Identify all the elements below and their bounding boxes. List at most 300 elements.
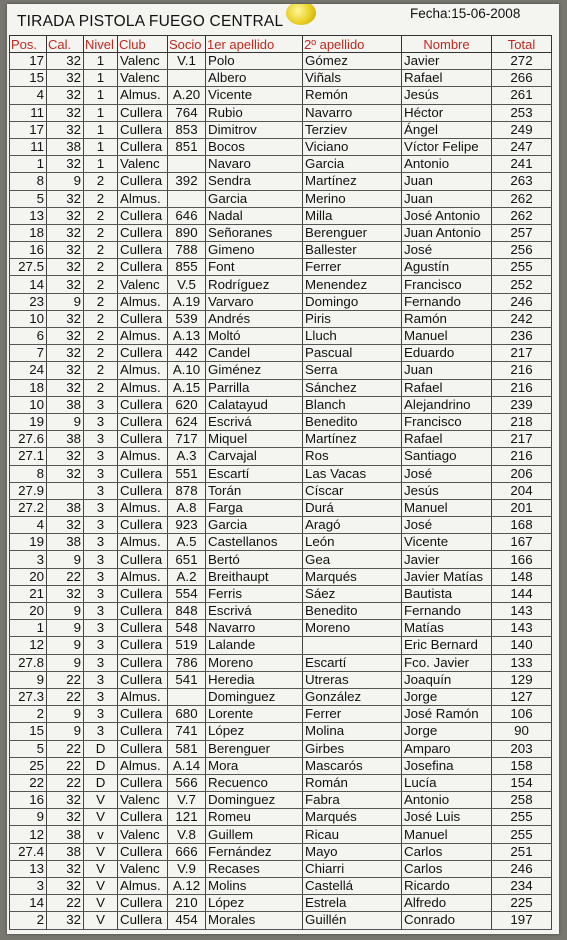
cell-total: 206	[492, 465, 552, 482]
cell-club: Cullera	[118, 465, 168, 482]
cell-nivel: 2	[84, 224, 118, 241]
cell-socio: A.8	[168, 499, 206, 516]
cell-cal: 32	[47, 104, 84, 121]
cell-nombre: Víctor Felipe	[402, 138, 492, 155]
cell-cal: 22	[47, 568, 84, 585]
table-row	[10, 671, 552, 688]
cell-total: 251	[492, 843, 552, 860]
cell-club: Cullera	[118, 843, 168, 860]
cell-total: 148	[492, 568, 552, 585]
cell-apellido2: Guillén	[303, 912, 402, 929]
cell-total: 241	[492, 156, 552, 173]
cell-pos: 6	[10, 328, 47, 345]
cell-total: 236	[492, 328, 552, 345]
table-row	[10, 637, 552, 654]
cell-nombre: Ricardo	[402, 878, 492, 895]
cell-cal: 38	[47, 534, 84, 551]
cell-apellido2: Blanch	[303, 396, 402, 413]
cell-club: Cullera	[118, 224, 168, 241]
cell-nivel: 1	[84, 70, 118, 87]
cell-pos: 27.5	[10, 259, 47, 276]
cell-cal: 32	[47, 517, 84, 534]
cell-nivel: D	[84, 740, 118, 757]
cell-total: 272	[492, 53, 552, 70]
cell-total: 255	[492, 809, 552, 826]
cell-cal: 32	[47, 87, 84, 104]
results-table	[9, 35, 552, 930]
cell-apellido1: Romeu	[206, 809, 303, 826]
cell-cal: 32	[47, 156, 84, 173]
cell-apellido2: Ferrer	[303, 259, 402, 276]
cell-pos: 27.8	[10, 654, 47, 671]
cell-nombre: Agustín	[402, 259, 492, 276]
cell-pos: 5	[10, 190, 47, 207]
cell-total: 255	[492, 826, 552, 843]
cell-pos: 1	[10, 156, 47, 173]
cell-apellido2: León	[303, 534, 402, 551]
cell-total: 204	[492, 482, 552, 499]
cell-pos: 27.2	[10, 499, 47, 516]
cell-nombre: Rafael	[402, 379, 492, 396]
cell-nivel: 1	[84, 121, 118, 138]
cell-club: Cullera	[118, 396, 168, 413]
table-row	[10, 156, 552, 173]
cell-nombre: Javier	[402, 551, 492, 568]
cell-nivel: 3	[84, 499, 118, 516]
cell-total: 90	[492, 723, 552, 740]
cell-socio: A.2	[168, 568, 206, 585]
cell-socio: V.1	[168, 53, 206, 70]
cell-cal: 32	[47, 809, 84, 826]
cell-nombre: Bautista	[402, 585, 492, 602]
cell-nombre: Juan	[402, 173, 492, 190]
cell-apellido1: Recuenco	[206, 774, 303, 791]
table-row	[10, 362, 552, 379]
cell-nivel: V	[84, 860, 118, 877]
cell-total: 262	[492, 190, 552, 207]
table-row	[10, 465, 552, 482]
cell-total: 158	[492, 757, 552, 774]
cell-socio: 890	[168, 224, 206, 241]
cell-club: Cullera	[118, 809, 168, 826]
cell-pos: 16	[10, 242, 47, 259]
cell-nombre: Manuel	[402, 826, 492, 843]
table-row	[10, 912, 552, 929]
cell-apellido1: Lalande	[206, 637, 303, 654]
cell-socio: 566	[168, 774, 206, 791]
cell-nivel: 2	[84, 345, 118, 362]
cell-club: Cullera	[118, 585, 168, 602]
cell-nombre: Eric Bernard	[402, 637, 492, 654]
cell-cal	[47, 482, 84, 499]
table-row	[10, 242, 552, 259]
cell-apellido2: Fabra	[303, 792, 402, 809]
cell-apellido1: Mora	[206, 757, 303, 774]
cell-pos: 18	[10, 379, 47, 396]
cell-pos: 4	[10, 517, 47, 534]
cell-socio: 923	[168, 517, 206, 534]
cell-socio: A.5	[168, 534, 206, 551]
cell-apellido1: Polo	[206, 53, 303, 70]
cell-cal: 9	[47, 637, 84, 654]
cell-total: 239	[492, 396, 552, 413]
cell-pos: 8	[10, 465, 47, 482]
cell-apellido1: Molins	[206, 878, 303, 895]
table-row	[10, 706, 552, 723]
cell-nombre: José	[402, 517, 492, 534]
cell-cal: 32	[47, 328, 84, 345]
table-row	[10, 190, 552, 207]
cell-total: 166	[492, 551, 552, 568]
cell-club: Cullera	[118, 706, 168, 723]
cell-cal: 9	[47, 551, 84, 568]
cell-nivel: 3	[84, 671, 118, 688]
cell-total: 256	[492, 242, 552, 259]
cell-apellido2: Ros	[303, 448, 402, 465]
table-row	[10, 826, 552, 843]
cell-total: 242	[492, 310, 552, 327]
cell-pos: 12	[10, 826, 47, 843]
cell-apellido1: Torán	[206, 482, 303, 499]
cell-cal: 32	[47, 792, 84, 809]
cell-apellido1: Dimitrov	[206, 121, 303, 138]
cell-total: 262	[492, 207, 552, 224]
cell-nivel: 3	[84, 482, 118, 499]
cell-cal: 32	[47, 448, 84, 465]
table-row	[10, 87, 552, 104]
cell-nombre: Juan Antonio	[402, 224, 492, 241]
cell-apellido1: Señoranes	[206, 224, 303, 241]
cell-cal: 38	[47, 431, 84, 448]
cell-socio	[168, 190, 206, 207]
cell-socio: 717	[168, 431, 206, 448]
table-row	[10, 173, 552, 190]
cell-total: 129	[492, 671, 552, 688]
column-header-socio: Socio	[168, 36, 206, 53]
cell-nombre: Juan	[402, 190, 492, 207]
table-row	[10, 121, 552, 138]
cell-total: 201	[492, 499, 552, 516]
cell-club: Almus.	[118, 448, 168, 465]
cell-cal: 22	[47, 688, 84, 705]
cell-total: 249	[492, 121, 552, 138]
table-row	[10, 620, 552, 637]
cell-nombre: Fernando	[402, 603, 492, 620]
cell-nivel: 2	[84, 276, 118, 293]
cell-apellido2: Aragó	[303, 517, 402, 534]
cell-nivel: 3	[84, 448, 118, 465]
table-row	[10, 328, 552, 345]
cell-club: Almus.	[118, 328, 168, 345]
cell-apellido1: Guillem	[206, 826, 303, 843]
cell-nombre: Jorge	[402, 688, 492, 705]
cell-pos: 10	[10, 396, 47, 413]
cell-pos: 23	[10, 293, 47, 310]
cell-pos: 16	[10, 792, 47, 809]
cell-cal: 32	[47, 912, 84, 929]
cell-pos: 20	[10, 603, 47, 620]
cell-nivel: 2	[84, 190, 118, 207]
cell-total: 143	[492, 603, 552, 620]
cell-nivel: 3	[84, 620, 118, 637]
cell-apellido2: Benedito	[303, 603, 402, 620]
cell-cal: 22	[47, 671, 84, 688]
cell-socio: 541	[168, 671, 206, 688]
cell-apellido1: Moltó	[206, 328, 303, 345]
cell-cal: 9	[47, 413, 84, 430]
cell-nivel: 3	[84, 654, 118, 671]
cell-total: 266	[492, 70, 552, 87]
cell-club: Almus.	[118, 362, 168, 379]
cell-total: 216	[492, 362, 552, 379]
cell-cal: 32	[47, 345, 84, 362]
cell-nombre: Alejandrino	[402, 396, 492, 413]
cell-apellido2: Benedito	[303, 413, 402, 430]
cell-nombre: Javier Matías	[402, 568, 492, 585]
table-row	[10, 499, 552, 516]
cell-total: 255	[492, 259, 552, 276]
cell-nombre: Rafael	[402, 70, 492, 87]
cell-apellido2: Viciano	[303, 138, 402, 155]
cell-club: Cullera	[118, 207, 168, 224]
column-header-nombre: Nombre	[402, 36, 492, 53]
table-row	[10, 740, 552, 757]
table-row	[10, 448, 552, 465]
cell-club: Valenc	[118, 156, 168, 173]
table-row	[10, 293, 552, 310]
cell-socio: V.7	[168, 792, 206, 809]
cell-nombre: Carlos	[402, 843, 492, 860]
cell-apellido2: Gómez	[303, 53, 402, 70]
cell-total: 257	[492, 224, 552, 241]
cell-club: Cullera	[118, 774, 168, 791]
cell-socio: 620	[168, 396, 206, 413]
cell-socio: 539	[168, 310, 206, 327]
cell-socio	[168, 688, 206, 705]
cell-club: Cullera	[118, 242, 168, 259]
cell-pos: 17	[10, 121, 47, 138]
table-row	[10, 551, 552, 568]
table-row	[10, 259, 552, 276]
cell-total: 261	[492, 87, 552, 104]
cell-nivel: 2	[84, 207, 118, 224]
cell-pos: 5	[10, 740, 47, 757]
column-header-total: Total	[492, 36, 552, 53]
cell-apellido1: Farga	[206, 499, 303, 516]
cell-nombre: Rafael	[402, 431, 492, 448]
cell-nivel: 3	[84, 603, 118, 620]
cell-cal: 32	[47, 362, 84, 379]
cell-apellido1: Lorente	[206, 706, 303, 723]
cell-nombre: Fco. Javier	[402, 654, 492, 671]
cell-apellido1: Parrilla	[206, 379, 303, 396]
cell-total: 218	[492, 413, 552, 430]
cell-total: 246	[492, 293, 552, 310]
cell-apellido2: Viñals	[303, 70, 402, 87]
cell-apellido1: Escartí	[206, 465, 303, 482]
table-row	[10, 585, 552, 602]
cell-nivel: 3	[84, 413, 118, 430]
cell-socio: 651	[168, 551, 206, 568]
table-row	[10, 878, 552, 895]
cell-club: Cullera	[118, 895, 168, 912]
cell-apellido1: Fernández	[206, 843, 303, 860]
cell-cal: 38	[47, 138, 84, 155]
table-row	[10, 534, 552, 551]
cell-apellido1: Bocos	[206, 138, 303, 155]
cell-apellido1: Sendra	[206, 173, 303, 190]
cell-pos: 13	[10, 207, 47, 224]
cell-nivel: 2	[84, 379, 118, 396]
cell-apellido1: Castellanos	[206, 534, 303, 551]
cell-cal: 38	[47, 826, 84, 843]
cell-apellido2: Marqués	[303, 568, 402, 585]
cell-nivel: D	[84, 757, 118, 774]
cell-club: Cullera	[118, 121, 168, 138]
table-row	[10, 774, 552, 791]
cell-cal: 9	[47, 173, 84, 190]
cell-nivel: 1	[84, 138, 118, 155]
cell-socio: 392	[168, 173, 206, 190]
cell-apellido2: Serra	[303, 362, 402, 379]
table-row	[10, 413, 552, 430]
cell-club: Cullera	[118, 637, 168, 654]
cell-apellido1: Font	[206, 259, 303, 276]
cell-club: Cullera	[118, 551, 168, 568]
table-row	[10, 431, 552, 448]
cell-cal: 9	[47, 603, 84, 620]
cell-club: Almus.	[118, 499, 168, 516]
cell-nombre: Ramón	[402, 310, 492, 327]
cell-nombre: Francisco	[402, 276, 492, 293]
cell-nombre: Manuel	[402, 499, 492, 516]
cell-nivel: V	[84, 895, 118, 912]
cell-nombre: Jesús	[402, 482, 492, 499]
cell-nombre: Ángel	[402, 121, 492, 138]
cell-cal: 9	[47, 654, 84, 671]
cell-cal: 22	[47, 774, 84, 791]
cell-apellido2: Domingo	[303, 293, 402, 310]
cell-club: Cullera	[118, 517, 168, 534]
cell-socio	[168, 70, 206, 87]
cell-nombre: Antonio	[402, 156, 492, 173]
cell-pos: 3	[10, 551, 47, 568]
table-row	[10, 603, 552, 620]
cell-total: 167	[492, 534, 552, 551]
cell-apellido1: Candel	[206, 345, 303, 362]
cell-pos: 1	[10, 620, 47, 637]
cell-total: 140	[492, 637, 552, 654]
cell-cal: 32	[47, 53, 84, 70]
cell-total: 258	[492, 792, 552, 809]
cell-pos: 9	[10, 809, 47, 826]
cell-apellido1: Navaro	[206, 156, 303, 173]
cell-total: 247	[492, 138, 552, 155]
cell-apellido2: Escartí	[303, 654, 402, 671]
sheet-date: Fecha:15-06-2008	[410, 6, 521, 21]
cell-pos: 14	[10, 895, 47, 912]
cell-apellido2: Durá	[303, 499, 402, 516]
cell-socio: 786	[168, 654, 206, 671]
table-row	[10, 843, 552, 860]
table-row	[10, 860, 552, 877]
cell-pos: 13	[10, 860, 47, 877]
cell-pos: 17	[10, 53, 47, 70]
cell-club: Cullera	[118, 620, 168, 637]
table-row	[10, 104, 552, 121]
cell-club: Valenc	[118, 860, 168, 877]
cell-socio: 121	[168, 809, 206, 826]
cell-nombre: Matías	[402, 620, 492, 637]
cell-socio: 878	[168, 482, 206, 499]
cell-socio: A.15	[168, 379, 206, 396]
cell-socio: 519	[168, 637, 206, 654]
table-row	[10, 723, 552, 740]
cell-club: Almus.	[118, 190, 168, 207]
cell-pos: 14	[10, 276, 47, 293]
cell-nivel: v	[84, 826, 118, 843]
cell-nombre: Javier	[402, 53, 492, 70]
column-header-apellido1: 1er apellido	[206, 36, 303, 53]
cell-apellido2: Menendez	[303, 276, 402, 293]
cell-nivel: 2	[84, 173, 118, 190]
cell-apellido1: Andrés	[206, 310, 303, 327]
cell-apellido2: Las Vacas	[303, 465, 402, 482]
cell-nivel: 1	[84, 53, 118, 70]
table-row	[10, 276, 552, 293]
cell-apellido1: Garcia	[206, 190, 303, 207]
cell-club: Almus.	[118, 87, 168, 104]
cell-nombre: Amparo	[402, 740, 492, 757]
cell-socio: 788	[168, 242, 206, 259]
cell-socio: 646	[168, 207, 206, 224]
cell-apellido1: Miquel	[206, 431, 303, 448]
cell-socio: 454	[168, 912, 206, 929]
cell-nivel: 3	[84, 465, 118, 482]
cell-apellido2: Girbes	[303, 740, 402, 757]
cell-nivel: 2	[84, 328, 118, 345]
cell-socio: A.19	[168, 293, 206, 310]
cell-club: Almus.	[118, 293, 168, 310]
cell-nivel: 2	[84, 293, 118, 310]
cell-apellido2: Ricau	[303, 826, 402, 843]
cell-total: 217	[492, 345, 552, 362]
cell-pos: 18	[10, 224, 47, 241]
cell-cal: 38	[47, 843, 84, 860]
table-row	[10, 568, 552, 585]
cell-club: Cullera	[118, 173, 168, 190]
cell-nombre: José Antonio	[402, 207, 492, 224]
cell-total: 197	[492, 912, 552, 929]
cell-pos: 19	[10, 534, 47, 551]
cell-socio: V.8	[168, 826, 206, 843]
cell-cal: 32	[47, 310, 84, 327]
cell-nombre: José Luis	[402, 809, 492, 826]
cell-total: 253	[492, 104, 552, 121]
cell-total: 203	[492, 740, 552, 757]
cell-apellido2: Lluch	[303, 328, 402, 345]
push-pin-icon	[286, 4, 316, 25]
cell-nivel: V	[84, 843, 118, 860]
cell-club: Cullera	[118, 259, 168, 276]
cell-apellido2: Mascarós	[303, 757, 402, 774]
table-body	[10, 53, 552, 930]
cell-cal: 9	[47, 620, 84, 637]
cell-apellido2: Piris	[303, 310, 402, 327]
cell-pos: 27.6	[10, 431, 47, 448]
cell-pos: 2	[10, 912, 47, 929]
cell-pos: 15	[10, 70, 47, 87]
